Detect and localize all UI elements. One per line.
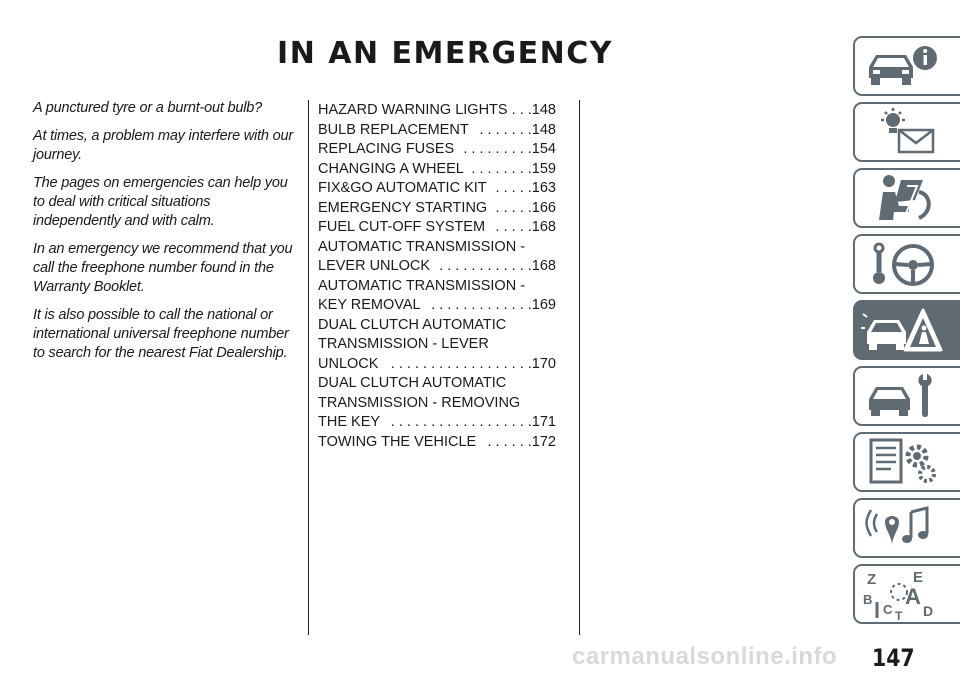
tab-safety[interactable]	[853, 168, 960, 228]
toc-entry-line: TRANSMISSION - REMOVING	[318, 394, 521, 411]
watermark: carmanualsonline.info	[572, 643, 838, 670]
table-of-contents	[318, 101, 556, 452]
toc-dot-leader: . . . .	[491, 180, 524, 196]
tab-in-an-emergency[interactable]	[853, 300, 960, 360]
toc-entry-row	[318, 140, 556, 160]
toc-dot-leader: . .	[507, 102, 524, 118]
toc-dot-leader: . . . . . .	[475, 121, 524, 138]
toc-dot-leader: . . . . . . . . . . .	[435, 258, 524, 274]
intro-paragraph: In an emergency we recommend that you call the freephone number found in the Warranty Booklet.	[33, 241, 293, 295]
column-divider-right	[579, 100, 580, 635]
toc-entry-label: CHANGING A WHEEL	[318, 160, 464, 177]
toc-entry[interactable]	[318, 140, 556, 160]
toc-entry-row	[318, 160, 556, 180]
toc-entry-label: TOWING THE VEHICLE	[318, 433, 477, 450]
toc-entry-line: DUAL CLUTCH AUTOMATIC	[318, 375, 507, 391]
index-letter: B	[862, 592, 872, 607]
toc-page-number: .166	[527, 199, 556, 216]
toc-page-number: .168	[527, 258, 556, 274]
toc-entry[interactable]	[318, 121, 556, 141]
index-letter: A	[904, 584, 921, 609]
toc-entry-row	[318, 199, 556, 219]
toc-page-number: .148	[527, 102, 556, 118]
toc-entry-label: KEY REMOVAL	[318, 297, 421, 313]
toc-dot-leader: . . . . . . .	[467, 160, 524, 177]
car-maintenance-icon	[861, 370, 945, 422]
toc-dot-leader: . . . . . . . .	[459, 141, 524, 157]
toc-page-number: .169	[527, 297, 556, 313]
intro-paragraph: At times, a problem may interfere with our journey.	[33, 128, 293, 163]
toc-entry-line: DUAL CLUTCH AUTOMATIC	[318, 316, 507, 333]
intro-paragraph: The pages on emergencies can help you to deal with critical situations independently and with calm.	[33, 175, 288, 229]
toc-entry[interactable]	[318, 101, 556, 121]
toc-dot-leader: . . . . . . . . . . . . . . . . .	[386, 414, 524, 430]
toc-dot-leader: . . . . . . . . . . . .	[427, 297, 524, 313]
page-number: 147	[872, 644, 915, 672]
toc-page-number: .170	[527, 355, 556, 372]
column-divider-left	[308, 100, 309, 635]
chapter-tabs	[853, 36, 960, 630]
toc-entry-row	[318, 355, 556, 375]
toc-entry[interactable]	[318, 433, 556, 453]
toc-entry[interactable]	[318, 374, 556, 433]
toc-entry[interactable]	[318, 238, 556, 277]
toc-entry-row	[318, 433, 556, 453]
toc-page-number: .172	[527, 433, 556, 450]
toc-entry-label: EMERGENCY STARTING	[318, 199, 488, 216]
index-letters-icon	[861, 568, 945, 620]
toc-entry[interactable]	[318, 160, 556, 180]
toc-entry[interactable]	[318, 199, 556, 219]
toc-entry-label: UNLOCK	[318, 355, 379, 372]
toc-page-number: .171	[527, 414, 556, 430]
safety-airbag-icon	[861, 172, 945, 224]
toc-entry-line: AUTOMATIC TRANSMISSION -	[318, 277, 526, 294]
car-emergency-icon	[861, 304, 945, 356]
tab-starting-driving[interactable]	[853, 234, 960, 294]
toc-entry-label: THE KEY	[318, 414, 381, 430]
tab-warning-lights[interactable]	[853, 102, 960, 162]
toc-entry[interactable]	[318, 316, 556, 375]
toc-dot-leader: . . . .	[491, 199, 524, 216]
toc-entry[interactable]	[318, 277, 556, 316]
toc-entry-row	[318, 296, 556, 316]
toc-entry-row	[318, 101, 556, 121]
intro-paragraph: A punctured tyre or a burnt-out bulb?	[33, 100, 263, 116]
toc-entry-row	[318, 179, 556, 199]
key-steering-wheel-icon	[861, 238, 945, 290]
toc-entry-line: AUTOMATIC TRANSMISSION -	[318, 238, 526, 255]
toc-page-number: .159	[527, 160, 556, 177]
toc-page-number: .163	[527, 180, 556, 196]
technical-data-icon	[861, 436, 945, 488]
toc-entry[interactable]	[318, 179, 556, 199]
toc-page-number: .154	[527, 141, 556, 157]
index-letter: C	[882, 602, 892, 617]
toc-dot-leader: . . . .	[491, 219, 524, 235]
toc-entry-row	[318, 413, 556, 433]
index-letter: D	[922, 603, 933, 619]
intro-paragraph: It is also possible to call the national or international universal freephone number to search for the nearest Fiat Dealership.	[33, 307, 289, 361]
toc-entry-label: HAZARD WARNING LIGHTS	[318, 102, 508, 118]
index-letter: E	[912, 569, 923, 586]
toc-entry-label: FUEL CUT-OFF SYSTEM	[318, 219, 486, 235]
toc-entry-label: FIX&GO AUTOMATIC KIT	[318, 180, 487, 196]
index-letter: T	[894, 609, 902, 620]
multimedia-icon	[861, 502, 945, 554]
index-letter: Z	[866, 571, 876, 588]
toc-entry-label: BULB REPLACEMENT	[318, 121, 469, 138]
toc-dot-leader: . . . . .	[483, 433, 524, 450]
tab-car-info[interactable]	[853, 36, 960, 96]
toc-dot-leader: . . . . . . . . . . . . . . . . .	[386, 355, 524, 372]
warning-lights-icon	[861, 106, 945, 158]
tab-multimedia[interactable]	[853, 498, 960, 558]
tab-servicing-care[interactable]	[853, 366, 960, 426]
toc-entry-row	[318, 218, 556, 238]
toc-entry-label: REPLACING FUSES	[318, 141, 455, 157]
tab-index[interactable]	[853, 564, 960, 624]
toc-entry-row	[318, 121, 556, 141]
intro-text	[33, 99, 295, 372]
toc-entry[interactable]	[318, 218, 556, 238]
toc-entry-line: TRANSMISSION - LEVER	[318, 336, 489, 352]
page-title: IN AN EMERGENCY	[277, 36, 613, 71]
toc-entry-label: LEVER UNLOCK	[318, 258, 431, 274]
tab-technical-data[interactable]	[853, 432, 960, 492]
car-info-icon	[861, 40, 945, 92]
toc-page-number: .168	[527, 219, 556, 235]
toc-entry-row	[318, 257, 556, 277]
toc-page-number: .148	[527, 121, 556, 138]
